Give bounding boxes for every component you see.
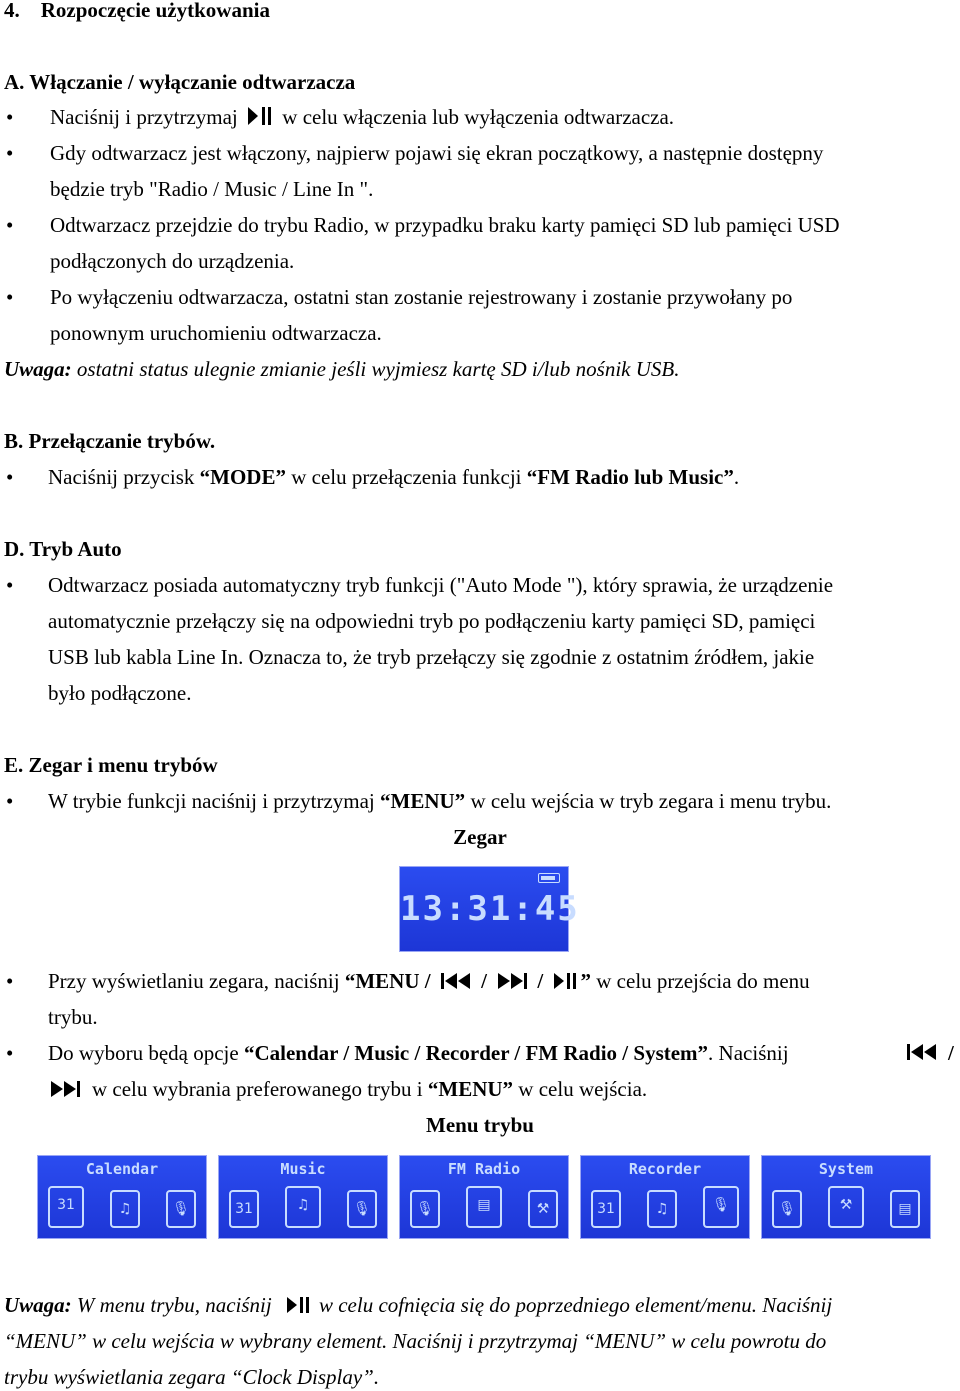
section-a-bullet-4-line-1: Po wyłączeniu odtwarzacza, ostatni stan zostanie rejestrowany i zostanie przywołany po [50,285,793,309]
menu-tile-system: System 🎙 ⚒ ▤ [761,1155,931,1239]
clock-display [399,866,580,952]
recorder-icon: 🎙 [410,1190,440,1228]
section-d-title: D. Tryb Auto [4,537,122,561]
final-note-line-2: “MENU” w celu wejścia w wybrany element. Naciśnij i przytrzymaj “MENU” w celu powrotu do [4,1329,827,1353]
menu-tile-music: Music 31 ♫ 🎙 [218,1155,388,1239]
section-a-title: A. Włączanie / wyłączanie odtwarzacza [4,70,356,94]
section-a-bullet-2-line-2: będzie tryb "Radio / Music / Line In ". [50,177,374,201]
section-e-bullet-3-line-2: w celu wybrania preferowanego trybu i “MENU” w celu wejścia. [48,1075,647,1103]
bullet: • [6,105,14,129]
section-a-bullet-2-line-1: Gdy odtwarzacz jest włączony, najpierw pojawi się ekran początkowy, a następnie dostępny [50,141,824,165]
system-tools-icon: ⚒ [528,1190,558,1228]
recorder-icon: 🎙 [347,1190,377,1228]
menu-tile-recorder: Recorder 31 ♫ 🎙 [580,1155,750,1239]
final-note-line-1: Uwaga: W menu trybu, naciśnij w celu cofnięcia się do poprzedniego element/menu. Naciśnij [4,1293,833,1317]
bullet: • [6,969,14,993]
clock-caption: Zegar [453,825,507,849]
recorder-icon: 🎙 [772,1190,802,1228]
clock-time: 13:31:45 [400,889,580,929]
section-a-bullet-3-line-1: Odtwarzacz przejdzie do trybu Radio, w przypadku braku karty pamięci SD lub pamięci USD [50,213,840,237]
section-title: 4. Rozpoczęcie użytkowania [4,0,270,22]
section-a-note: Uwaga: ostatni status ulegnie zmianie jeśli wyjmiesz kartę SD i/lub nośnik USB. [4,357,680,381]
calendar-icon: 31 [591,1190,621,1228]
radio-icon: ▤ [890,1190,920,1228]
recorder-icon: 🎙 [166,1190,196,1228]
section-a-bullet-4-line-2: ponownym uruchomieniu odtwarzacza. [50,321,382,345]
bullet: • [6,1041,14,1065]
bullet: • [6,789,14,813]
calendar-icon: 31 [229,1190,259,1228]
section-a-bullet-1: Naciśnij i przytrzymaj w celu włączenia lub wyłączenia odtwarzacza. [50,105,675,129]
slash: / [948,1041,954,1065]
section-d-line-2: automatycznie przełączy się na odpowiedni tryb po podłączeniu karty pamięci SD, pamięci [48,609,816,633]
play-pause-icon [552,971,578,991]
section-d-line-4: było podłączone. [48,681,192,705]
menu-tile-fm-radio: FM Radio 🎙 ▤ ⚒ [399,1155,569,1239]
bullet: • [6,573,14,597]
radio-icon: ▤ [466,1186,502,1228]
section-b-title: B. Przełączanie trybów. [4,429,216,453]
section-a-bullet-3-line-2: podłączonych do urządzenia. [50,249,295,273]
section-d-line-3: USB lub kabla Line In. Oznacza to, że tryb przełączy się zgodnie z ostatnim źródłem, jakie [48,645,815,669]
music-icon: ♫ [647,1190,677,1228]
menu-tile-calendar: Calendar 31 ♫ 🎙 [37,1155,207,1239]
music-icon: ♫ [285,1186,321,1228]
bullet: • [6,285,14,309]
section-e-bullet-1: W trybie funkcji naciśnij i przytrzymaj “MENU” w celu wejścia w tryb zegara i menu trybu. [48,789,832,813]
calendar-icon: 31 [48,1186,84,1228]
menu-caption: Menu trybu [426,1113,534,1137]
play-pause-icon [285,1295,311,1315]
section-e-bullet-2-line-1: Przy wyświetlaniu zegara, naciśnij “MENU / / / ” w celu przejścia do menu [48,969,810,993]
bullet: • [6,465,14,489]
play-pause-icon [246,105,274,127]
recorder-icon: 🎙 [703,1186,739,1228]
system-tools-icon: ⚒ [828,1186,864,1228]
bullet: • [6,213,14,237]
section-e-bullet-3-line-1: Do wyboru będą opcje “Calendar / Music / Recorder / FM Radio / System”. Naciśnij [48,1041,789,1065]
previous-track-icon [904,1042,940,1062]
next-track-icon [48,1079,82,1099]
section-d-line-1: Odtwarzacz posiada automatyczny tryb funkcji ("Auto Mode "), który sprawia, że urządzenie [48,573,834,597]
battery-icon [538,873,560,883]
section-e-bullet-2-line-2: trybu. [48,1005,98,1029]
section-b-bullet-1: Naciśnij przycisk “MODE” w celu przełączenia funkcji “FM Radio lub Music”. [48,465,740,489]
section-e-title: E. Zegar i menu trybów [4,753,218,777]
final-note-line-3: trybu wyświetlania zegara “Clock Display”. [4,1365,380,1389]
previous-track-icon [439,971,473,991]
next-track-icon [495,971,529,991]
music-icon: ♫ [110,1190,140,1228]
bullet: • [6,141,14,165]
